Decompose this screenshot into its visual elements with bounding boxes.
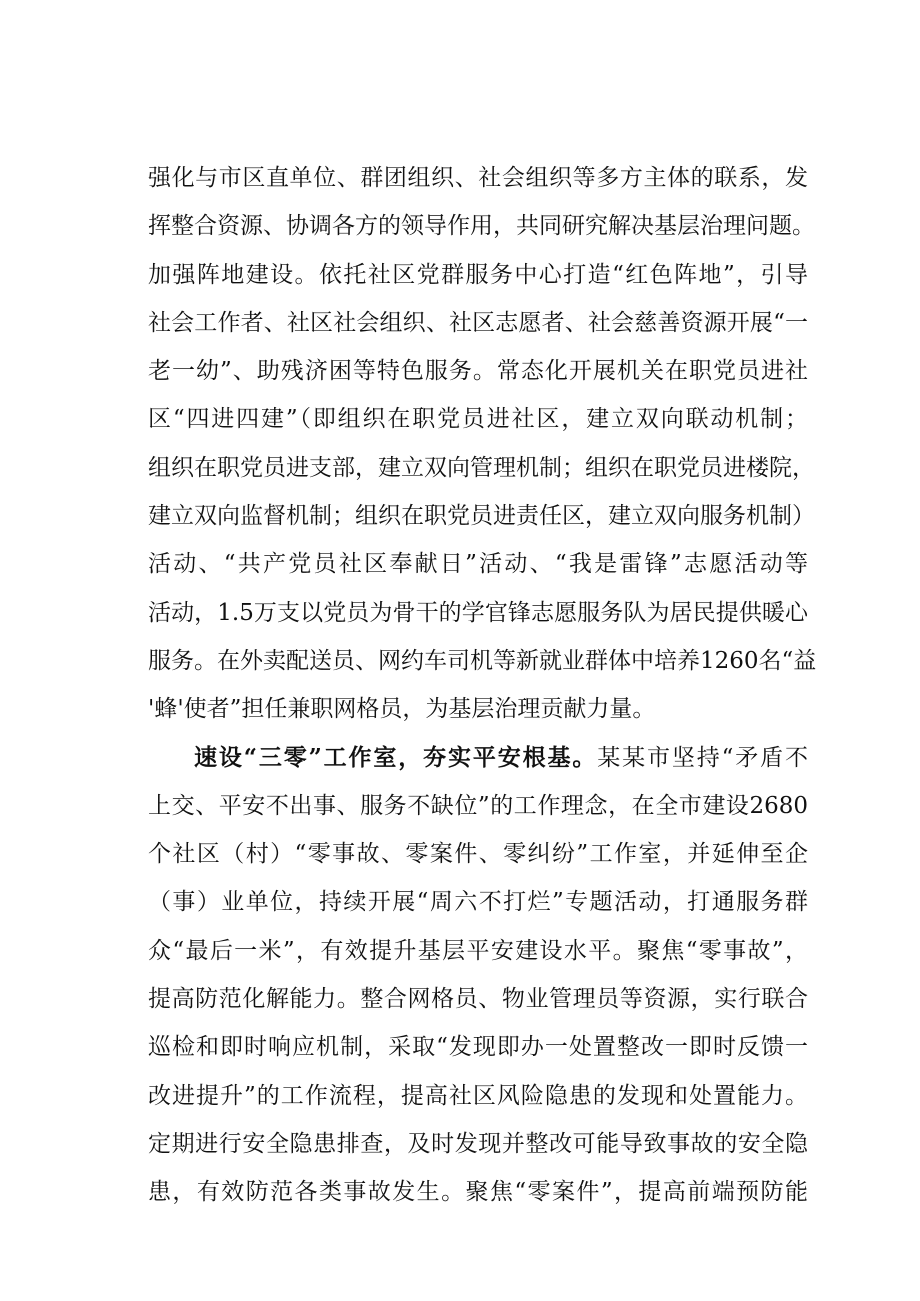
paragraph-2 bbox=[148, 734, 808, 1217]
document-page bbox=[148, 154, 817, 1217]
text-line: 活动，1.5万支以党员为骨干的学官锋志愿服务队为居民提供暖心 bbox=[148, 599, 808, 626]
paragraph-first-line bbox=[148, 734, 808, 782]
paragraph-1 bbox=[148, 154, 817, 734]
text-line: 上交、平安不出事、服务不缺位”的工作理念，在全市建设2680 bbox=[148, 792, 808, 819]
text-line: （事）业单位，持续开展“周六不打烂”专题活动，打通服务群 bbox=[148, 889, 808, 916]
text-line: 组织在职党员进支部，建立双向管理机制；组织在职党员进楼院， bbox=[148, 454, 815, 481]
text-line: '蜂'使者”担任兼职网格员，为基层治理贡献力量。 bbox=[148, 696, 656, 723]
text-line: 老一幼”、助残济困等特色服务。常态化开展机关在职党员进社 bbox=[148, 358, 808, 385]
text-line: 强化与市区直单位、群团组织、社会组织等多方主体的联系，发 bbox=[148, 165, 808, 191]
text-line: 区“四进四建”（即组织在职党员进社区，建立双向联动机制； bbox=[148, 406, 808, 433]
text-line: 加强阵地建设。依托社区党群服务中心打造“红色阵地”，引导 bbox=[148, 261, 808, 288]
text-line: 巡检和即时响应机制，采取“发现即办一处置整改一即时反馈一 bbox=[148, 1034, 808, 1061]
text-line: 定期进行安全隐患排查，及时发现并整改可能导致事故的安全隐 bbox=[148, 1130, 808, 1157]
heading-line-rest: 某某市坚持“矛盾不 bbox=[597, 744, 808, 771]
text-line: 活动、“共产党员社区奉献日”活动、“我是雷锋”志愿活动等 bbox=[148, 551, 808, 578]
text-line: 社会工作者、社区社会组织、社区志愿者、社会慈善资源开展“一 bbox=[148, 309, 808, 336]
text-line: 服务。在外卖配送员、网约车司机等新就业群体中培养1260名“益 bbox=[148, 647, 817, 674]
text-line: 个社区（村）“零事故、零案件、零纠纷”工作室，并延伸至企 bbox=[148, 841, 808, 868]
text-line: 建立双向监督机制；组织在职党员进责任区，建立双向服务机制） bbox=[148, 503, 815, 530]
text-line: 提高防范化解能力。整合网格员、物业管理员等资源，实行联合 bbox=[148, 986, 808, 1013]
text-line: 挥整合资源、协调各方的领导作用，共同研究解决基层治理问题。 bbox=[148, 213, 815, 240]
text-line: 改进提升”的工作流程，提高社区风险隐患的发现和处置能力。 bbox=[148, 1082, 808, 1109]
section-heading: 速设“三零”工作室，夯实平安根基。 bbox=[194, 743, 598, 771]
text-line: 众“最后一米”，有效提升基层平安建设水平。聚焦“零事故”， bbox=[148, 937, 808, 964]
text-line: 患，有效防范各类事故发生。聚焦“零案件”，提高前端预防能 bbox=[148, 1179, 808, 1206]
